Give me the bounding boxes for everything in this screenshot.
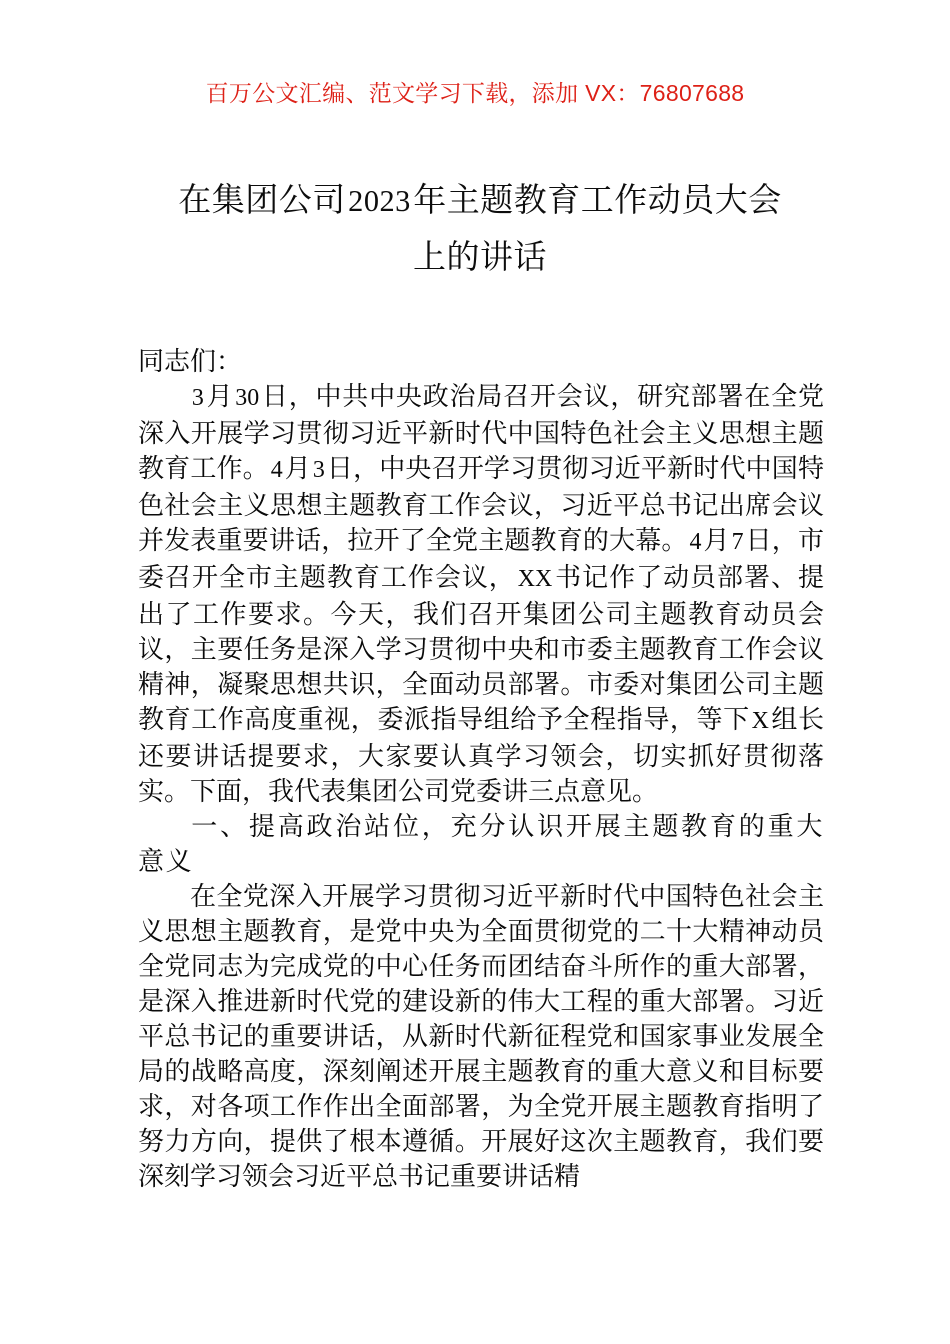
document-title-line-1: 在集团公司2023年主题教育工作动员大会 xyxy=(178,181,782,218)
document-title-line-2: 上的讲话 xyxy=(413,238,547,275)
document-title xyxy=(138,172,822,285)
latin-run: 7 xyxy=(731,529,744,555)
promotional-watermark: 百万公文汇编、范文学习下载，添加 VX：76807688 xyxy=(205,80,745,106)
latin-run: X xyxy=(751,708,769,734)
latin-run: XX xyxy=(517,566,553,592)
body-paragraph-1: 3月30日，中共中央政治局召开会议，研究部署在全党深入开展学习贯彻习近平新时代中国特色社会主义思想主题教育工作。4月3日，中央召开学习贯彻习近平新时代中国特色社会主义思想主题教育工作会议，习近平总书记出席会议并发表重要讲话，拉开了全党主题教育的大幕。4月7日，市委召开全市主题教育工作会议，XX书记作了动员部署、提出了工作要求。今天，我们召开集团公司主题教育动员会议，主要任务是深入学习贯彻中央和市委主题教育工作会议精神，凝聚思想共识，全面动员部署。市委对集团公司主题教育工作高度重视，委派指导组给予全程指导，等下X组长还要讲话提要求，大家要认真学习领会，切实抓好贯彻落实。下面，我代表集团公司党委讲三点意见。 xyxy=(138,381,824,806)
salutation: 同志们： xyxy=(138,346,243,376)
latin-run: 3 xyxy=(312,457,325,483)
latin-run: 4 xyxy=(689,529,702,555)
latin-run: 2023 xyxy=(348,184,411,218)
document-body xyxy=(138,344,824,1194)
body-paragraph-2: 在全党深入开展学习贯彻习近平新时代中国特色社会主义思想主题教育，是党中央为全面贯彻党的二十大精神动员全党同志为完成党的中心任务而团结奋斗所作的重大部署，是深入推进新时代党的建设新的伟大工程的重大部署。习近平总书记的重要讲话，从新时代新征程党和国家事业发展全局的战略高度，深刻阐述开展主题教育的重大意义和目标要求，对各项工作作出全面部署，为全党开展主题教育指明了努力方向，提供了根本遵循。开展好这次主题教育，我们要深刻学习领会习近平总书记重要讲话精 xyxy=(138,881,824,1191)
latin-run: 4 xyxy=(270,457,283,483)
latin-run: 30 xyxy=(235,385,260,411)
section-heading-1: 一、提高政治站位，充分认识开展主题教育的重大意义 xyxy=(138,812,824,876)
latin-run: 3 xyxy=(191,385,204,411)
